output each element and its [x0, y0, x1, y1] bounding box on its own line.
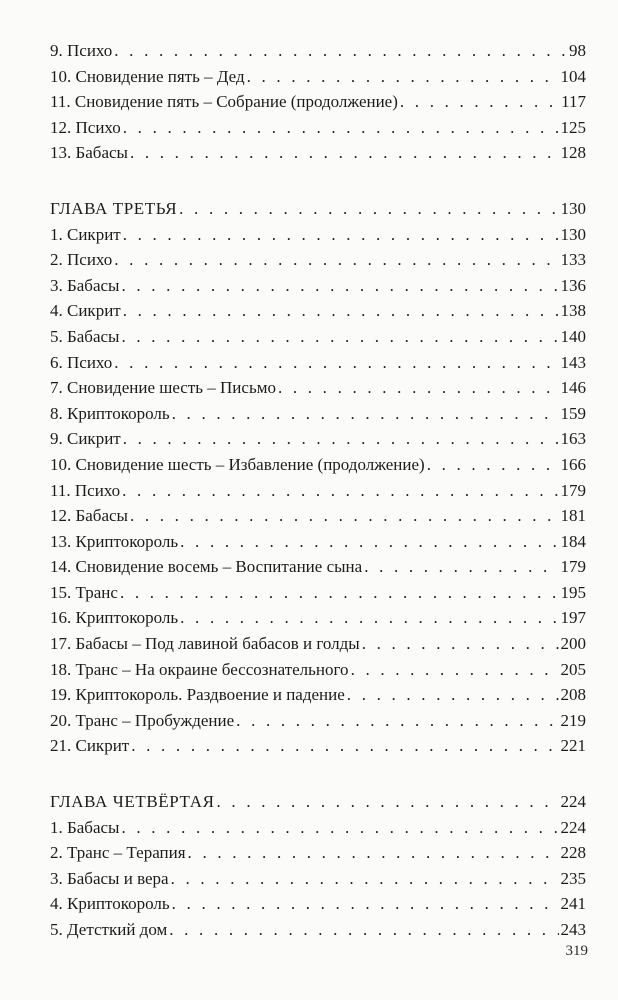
entry-page-number: 195 — [560, 582, 586, 602]
dot-leader — [114, 350, 558, 376]
dot-leader — [188, 840, 559, 866]
entry-title: 11. Психо — [50, 480, 121, 500]
dot-leader — [247, 64, 559, 90]
dot-leader — [130, 140, 559, 166]
entry-page-number: 241 — [560, 894, 586, 914]
dot-leader — [122, 478, 558, 504]
entry-page-number: 133 — [560, 250, 586, 270]
dot-leader — [114, 247, 558, 273]
dot-leader — [123, 298, 559, 324]
entry-title: 3. Бабасы и вера — [50, 868, 169, 888]
toc-entry — [50, 452, 586, 478]
dot-leader — [123, 115, 559, 141]
toc-entry — [50, 580, 586, 606]
toc-entry — [50, 682, 586, 708]
entry-title: 15. Транс — [50, 582, 118, 602]
page-number: 319 — [565, 943, 588, 959]
dot-leader — [180, 605, 558, 631]
entry-page-number: 104 — [560, 66, 586, 86]
toc-entry — [50, 38, 586, 64]
entry-page-number: 235 — [560, 868, 586, 888]
entry-page-number: 208 — [560, 685, 586, 705]
dot-leader — [121, 273, 558, 299]
entry-page-number: 128 — [560, 143, 586, 163]
entry-title: 4. Сикрит — [50, 301, 121, 321]
toc-entry — [50, 140, 586, 166]
dot-leader — [180, 529, 558, 555]
section-gap — [50, 759, 586, 789]
entry-title: 10. Сновидение шесть – Избавление (продолжение) — [50, 454, 425, 474]
toc-entry — [50, 324, 586, 350]
entry-page-number: 125 — [560, 117, 586, 137]
dot-leader — [131, 733, 558, 759]
toc-entry — [50, 605, 586, 631]
entry-page-number: 179 — [560, 480, 586, 500]
toc-entry — [50, 708, 586, 734]
entry-title: 16. Криптокороль — [50, 608, 179, 628]
dot-leader — [121, 815, 558, 841]
entry-page-number: 243 — [560, 920, 586, 939]
entry-page-number: 219 — [560, 710, 586, 730]
entry-title: 12. Бабасы — [50, 506, 128, 526]
toc-entry — [50, 733, 586, 759]
toc-entry — [50, 917, 586, 943]
dot-leader — [236, 708, 558, 734]
dot-leader — [172, 401, 559, 427]
entry-title: 2. Транс – Терапия — [50, 843, 186, 863]
chapter-heading — [50, 789, 586, 815]
entry-title: 18. Транс – На окраине бессознательного — [50, 659, 349, 679]
toc-entry — [50, 89, 586, 115]
toc-entry — [50, 273, 586, 299]
entry-title: 7. Сновидение шесть – Письмо — [50, 378, 276, 398]
entry-page-number: 98 — [569, 41, 586, 60]
entry-page-number: 138 — [560, 301, 586, 321]
entry-page-number: 140 — [560, 326, 586, 346]
table-of-contents — [50, 38, 586, 943]
dot-leader — [130, 503, 559, 529]
dot-leader — [120, 580, 559, 606]
entry-page-number: 130 — [560, 198, 586, 218]
dot-leader — [171, 866, 559, 892]
dot-leader — [123, 426, 559, 452]
dot-leader — [347, 682, 559, 708]
entry-title: 6. Психо — [50, 352, 113, 372]
entry-title: 21. Сикрит — [50, 736, 130, 756]
entry-page-number: 163 — [560, 429, 586, 449]
toc-entry — [50, 891, 586, 917]
entry-page-number: 197 — [560, 608, 586, 628]
entry-title: 10. Сновидение пять – Дед — [50, 66, 245, 86]
entry-page-number: 146 — [560, 378, 586, 398]
toc-entry — [50, 529, 586, 555]
toc-entry — [50, 840, 586, 866]
dot-leader — [172, 891, 559, 917]
entry-page-number: 117 — [561, 92, 586, 112]
entry-page-number: 143 — [560, 352, 586, 372]
entry-title: 20. Транс – Пробуждение — [50, 710, 235, 730]
toc-entry — [50, 222, 586, 248]
toc-entry — [50, 64, 586, 90]
entry-page-number: 200 — [560, 634, 586, 654]
dot-leader — [364, 554, 558, 580]
entry-title: 13. Бабасы — [50, 143, 128, 163]
entry-page-number: 136 — [560, 275, 586, 295]
entry-title: 8. Криптокороль — [50, 403, 170, 423]
chapter-title: ГЛАВА ЧЕТВЁРТАЯ — [50, 792, 215, 812]
entry-page-number: 181 — [560, 506, 586, 526]
entry-page-number: 184 — [560, 531, 586, 551]
entry-title: 1. Сикрит — [50, 224, 121, 244]
toc-entry — [50, 426, 586, 452]
toc-entry — [50, 657, 586, 683]
entry-page-number: 130 — [560, 224, 586, 244]
dot-leader — [362, 631, 559, 657]
dot-leader — [179, 196, 558, 222]
entry-page-number: 228 — [560, 843, 586, 863]
toc-entry — [50, 503, 586, 529]
dot-leader — [351, 657, 559, 683]
entry-title: 5. Детсткий дом — [50, 920, 168, 939]
entry-page-number: 159 — [560, 403, 586, 423]
entry-title: 17. Бабасы – Под лавиной бабасов и голды — [50, 634, 360, 654]
toc-entry — [50, 554, 586, 580]
toc-entry — [50, 298, 586, 324]
toc-entry — [50, 631, 586, 657]
entry-title: 3. Бабасы — [50, 275, 120, 295]
toc-entry — [50, 401, 586, 427]
entry-title: 11. Сновидение пять – Собрание (продолжение) — [50, 92, 398, 112]
dot-leader — [169, 917, 558, 943]
section-gap — [50, 166, 586, 196]
entry-page-number: 166 — [560, 454, 586, 474]
entry-title: 2. Психо — [50, 250, 113, 270]
entry-title: 9. Психо — [50, 41, 113, 60]
chapter-title: ГЛАВА ТРЕТЬЯ — [50, 198, 178, 218]
entry-page-number: 205 — [560, 659, 586, 679]
entry-title: 12. Психо — [50, 117, 121, 137]
toc-entry — [50, 350, 586, 376]
entry-title: 13. Криптокороль — [50, 531, 179, 551]
entry-title: 1. Бабасы — [50, 817, 120, 837]
entry-title: 19. Криптокороль. Раздвоение и падение — [50, 685, 345, 705]
dot-leader — [114, 38, 567, 64]
dot-leader — [123, 222, 559, 248]
entry-title: 14. Сновидение восемь – Воспитание сына — [50, 557, 363, 577]
entry-page-number: 224 — [560, 817, 586, 837]
entry-page-number: 179 — [560, 557, 586, 577]
toc-entry — [50, 247, 586, 273]
toc-entry — [50, 478, 586, 504]
entry-title: 5. Бабасы — [50, 326, 120, 346]
dot-leader — [427, 452, 559, 478]
entry-title: 4. Криптокороль — [50, 894, 170, 914]
dot-leader — [278, 375, 559, 401]
dot-leader — [217, 789, 559, 815]
entry-page-number: 221 — [560, 736, 586, 756]
entry-page-number: 224 — [560, 792, 586, 812]
entry-title: 9. Сикрит — [50, 429, 121, 449]
dot-leader — [400, 89, 559, 115]
toc-entry — [50, 375, 586, 401]
chapter-heading — [50, 196, 586, 222]
toc-entry — [50, 815, 586, 841]
toc-entry — [50, 115, 586, 141]
dot-leader — [121, 324, 558, 350]
toc-entry — [50, 866, 586, 892]
